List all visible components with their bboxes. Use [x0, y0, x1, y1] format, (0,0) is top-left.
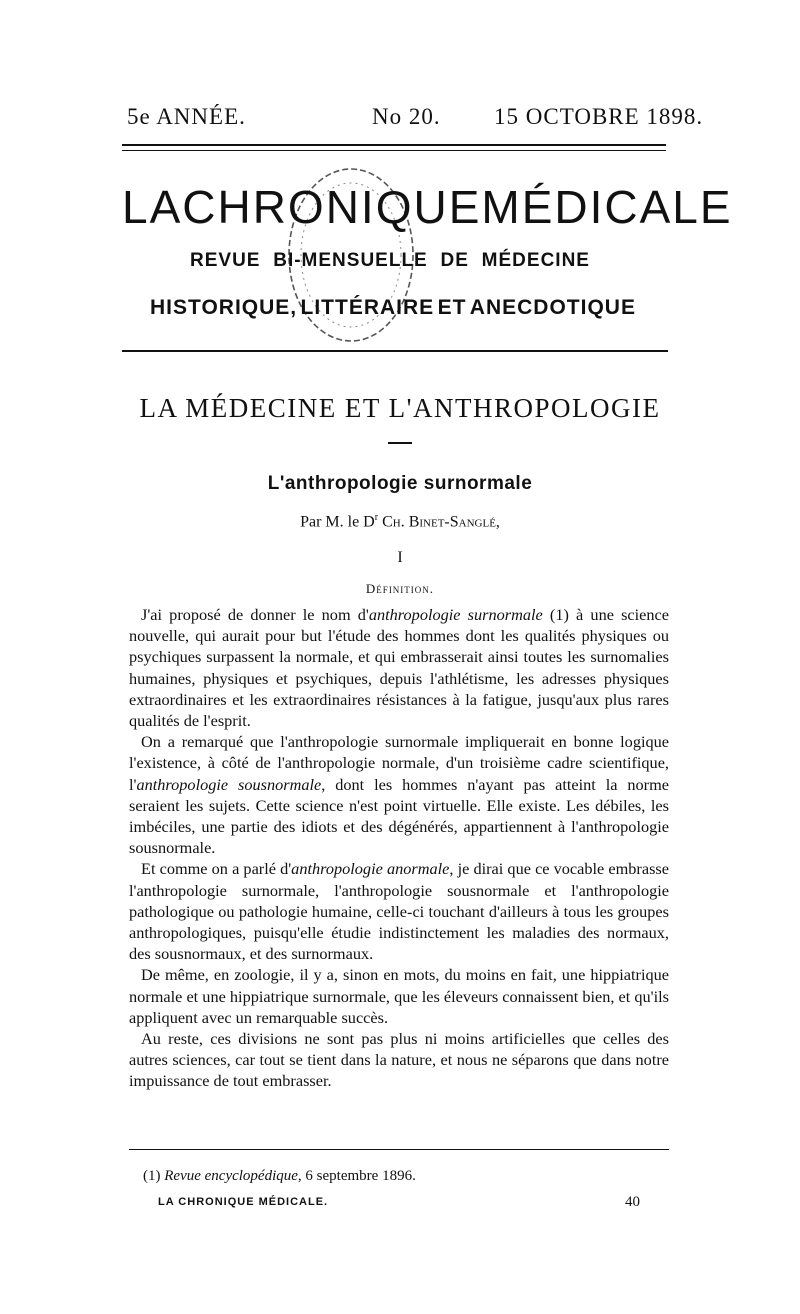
masthead-title-word: MÉDICALE — [481, 181, 733, 233]
masthead-subtitle-word: ET — [437, 296, 467, 319]
header-rule-bottom — [122, 150, 666, 151]
paragraph-text: J'ai proposé de donner le nom d' — [141, 605, 369, 624]
masthead-subtitle-word: REVUE — [190, 250, 261, 271]
paragraph-italic: anthropologie sousnormale — [136, 774, 322, 794]
paragraph-text: De même, en zoologie, il y a, sinon en mots, du moins en fait, une hippiatrique normale et une hippiatrique surnormale, que les éleveurs connaissent bien, et qu'ils appliquent avec un remarquable succès. — [129, 965, 669, 1027]
paragraph-text: , je dirai que ce vocable embrasse l'anthropologie surnormale, l'anthropologie sousnormale et l'anthropologie pathologique ou pathologie humaine, celle-ci touchant d'ailleurs à tous les groupes anthropologiques, puisqu'elle étudie indistinctement les maladies des normaux, des sousnormaux, et des surnormaux. — [129, 859, 669, 964]
footnote-date: , 6 septembre 1896. — [297, 1168, 416, 1184]
masthead-subtitle-2 — [150, 296, 636, 320]
masthead-subtitle — [190, 250, 590, 272]
issue-date: 15 OCTOBRE 1898. — [494, 104, 704, 129]
article-body — [129, 604, 669, 1092]
byline — [0, 512, 800, 531]
paragraph-text: On a remarqué que l'anthropologie surnormale impliquerait en bonne logique l'existence, à côté de l'anthropologie normale, d'un troisième cadre scientifique, l' — [129, 732, 669, 794]
section-title: Définition. — [365, 581, 435, 596]
article-subtitle: L'anthropologie surnormale — [267, 473, 533, 494]
masthead-subtitle-word: DE — [440, 250, 469, 271]
issue-year: 5e ANNÉE. — [127, 104, 246, 129]
masthead-subtitle-word: MÉDECINE — [481, 250, 590, 271]
byline-superscript: r — [374, 512, 379, 523]
paragraph — [129, 964, 669, 1028]
page-number: 40 — [625, 1194, 640, 1210]
footnote-marker: (1) — [143, 1168, 165, 1184]
header-rule-top — [122, 144, 666, 146]
footer-journal: LA CHRONIQUE MÉDICALE. — [158, 1196, 329, 1208]
masthead-title — [122, 180, 733, 234]
masthead-rule — [122, 350, 668, 352]
byline-prefix: Par M. le D — [300, 513, 375, 531]
paragraph — [129, 731, 669, 858]
paragraph — [129, 604, 669, 731]
paragraph-text: , dont les hommes n'ayant pas atteint la norme seraient les sujets. Cette science n'est point virtuelle. Elle existe. Les débiles, les imbéciles, une partie des idiots et des dégénérés, appartiennent à l'anthropologie sousnormale. — [129, 774, 669, 858]
issue-number: No 20. — [372, 104, 441, 129]
section-number: I — [397, 549, 403, 566]
masthead-subtitle-word: HISTORIQUE, — [150, 296, 298, 319]
paragraph — [129, 1028, 669, 1092]
paragraph-text: (1) à une science nouvelle, qui aurait pour but l'étude des hommes dont les qualités physiques ou psychiques surpassent la normale, et qui embrasserait ainsi toutes les surnomalies humaines, physiques et psychiques, depuis l'athlétisme, les adresses physiques extraordinaires et les extraordinaires résistances à la fatigue, jusqu'aux plus rares qualités de l'esprit. — [129, 605, 669, 731]
paragraph-italic: anthropologie anormale — [291, 859, 450, 879]
masthead-title-word: CHRONIQUE — [182, 181, 482, 233]
title-separator — [388, 442, 412, 444]
byline-author: Ch. Binet-Sanglé, — [378, 513, 500, 531]
paragraph-text: Au reste, ces divisions ne sont pas plus ni moins artificielles que celles des autres sciences, car tout se tient dans la nature, et nous ne séparons que dans notre impuissance de tout embrasser. — [129, 1029, 669, 1091]
footnote — [143, 1168, 416, 1185]
paragraph-italic: anthropologie surnormale — [368, 605, 543, 624]
footnote-rule — [129, 1149, 669, 1150]
article-title: LA MÉDECINE ET L'ANTHROPOLOGIE — [139, 393, 661, 423]
paragraph-text: Et comme on a parlé d' — [141, 859, 292, 879]
masthead-subtitle-word: LITTÉRAIRE — [300, 296, 435, 319]
paragraph — [129, 858, 669, 964]
footnote-source: Revue encyclopédique — [164, 1168, 298, 1184]
masthead-subtitle-word: BI-MENSUELLE — [273, 250, 428, 271]
masthead-subtitle-word: ANECDOTIQUE — [469, 296, 636, 319]
masthead-title-word: LA — [122, 181, 183, 233]
